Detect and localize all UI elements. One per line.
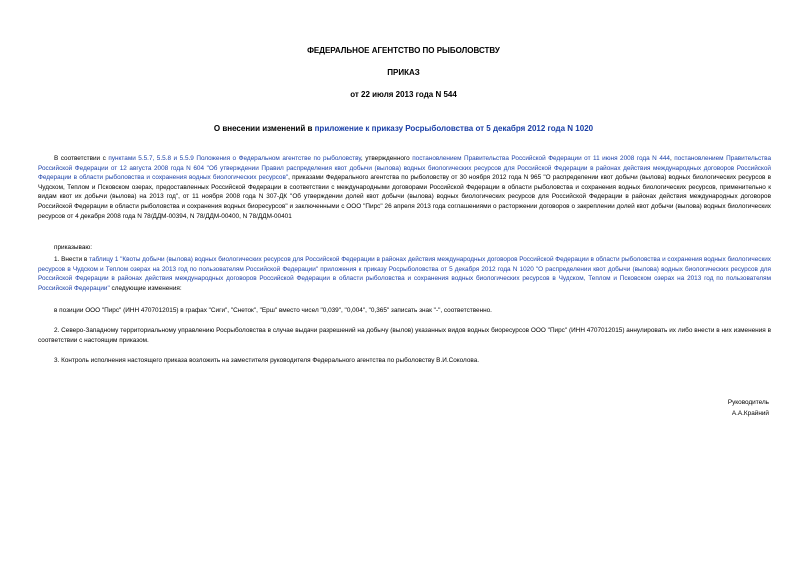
preamble-text-c: , [669,155,675,162]
preamble-paragraph [38,154,771,221]
item-2-paragraph: 2. Северо-Западному территориальному управлению Росрыболовства в случае выдачи разрешений на добычу (вылов) указанных видов водных биоресурсов ООО "Пирс" (ИНН 4707012015) аннулировать их либо внести в них изменения в соответствии с настоящим приказом. [38,327,771,344]
preamble-text-a: В соответствии с [54,155,109,162]
signature-name: А.А.Крайний [731,410,769,417]
link-table-1[interactable]: таблицу 1 "Квоты добычи (вылова) водных биологических ресурсов для Российской Федерации в районах действия международных договоров Российской Федерации в области рыболовства и сохранения водных биологических ресурсов в Чудском и Теплом озерах на 2013 год по пользователям Российской Федерации" приложения к приказу Росрыболовства от 5 декабря 2012 года N 1020 "О распределении квот добычи (вылова) водных биологических ресурсов для Российской Федерации в районах действия международных договоров Российской Федерации в области рыболовства и сохранения водных биологических ресурсов в Чудском, Теплом и Псковском озерах на 2013 год по пользователям Российской Федерации" [38,256,771,292]
item-3-paragraph: 3. Контроль исполнения настоящего приказа возложить на заместителя руководителя Федерального агентства по рыболовству В.И.Соколова. [54,357,480,364]
item-1-change-paragraph: в позиции ООО "Пирс" (ИНН 4707012015) в графах "Сиги", "Снеток", "Ерш" вместо чисел "0,039", "0,004", "0,365" записать знак "-", соответственно. [54,307,492,314]
preamble-text-d: , приказами Федерального агентства по рыболовству от 30 ноября 2012 года N 965 "О распределении квот добычи (вылова) водных биологических ресурсов в Чудском, Теплом и Псковском озерах, предоставленных Российской Федерации в соответствии с международными договорами Российской Федерации в области рыболовства и сохранения водных биологических ресурсов, применительно к видам квот их добычи (вылова) на 2013 год", от 11 ноября 2008 года N 307-ДК "Об утверждении долей квот добычи (вылова) водных биологических ресурсов для Российской Федерации в районах действия международных договоров Российской Федерации в области рыболовства и сохранения водных биоресурсов" и заключенными с ООО "Пирс" 26 апреля 2013 года соглашениями о расторжении договоров о закреплении долей квот добычи (вылова) водных биологических ресурсов от 4 декабря 2008 года N 78/ДДМ-00394, N 78/ДДМ-00400, N 78/ДДМ-00401 [38,174,771,220]
link-regulation-points[interactable]: пунктами 5.5.7, 5.5.8 и 5.5.9 Положения о Федеральном агентстве по рыболовству [108,155,361,162]
item-1-text-a: 1. Внести в [54,256,90,263]
signature-role: Руководитель [727,399,769,406]
link-resolution-444[interactable]: постановлением Правительства Российской Федерации от 11 июня 2008 года N 444 [412,155,670,162]
order-word: приказываю: [54,244,92,251]
link-resolution-604[interactable]: постановлением Правительства Российской Федерации от 12 августа 2008 года N 604 "Об утверждении Правил распределения квот добычи (вылова) водных биологических ресурсов для Российской Федерации в районах действия международных договоров Российской Федерации в области рыболовства и сохранения водных биологических ресурсов" [38,155,771,182]
document-title [0,124,807,133]
document-date-number: от 22 июля 2013 года N 544 [350,90,457,99]
item-1-paragraph [38,255,771,293]
agency-heading: ФЕДЕРАЛЬНОЕ АГЕНТСТВО ПО РЫБОЛОВСТВУ [307,46,500,55]
document-type: ПРИКАЗ [387,68,420,77]
preamble-text-b: , утвержденного [360,155,413,162]
title-link[interactable]: приложение к приказу Росрыболовства от 5 декабря 2012 года N 1020 [314,124,594,133]
item-1-text-b: следующие изменения: [109,284,182,292]
title-prefix: О внесении изменений в [213,124,315,133]
